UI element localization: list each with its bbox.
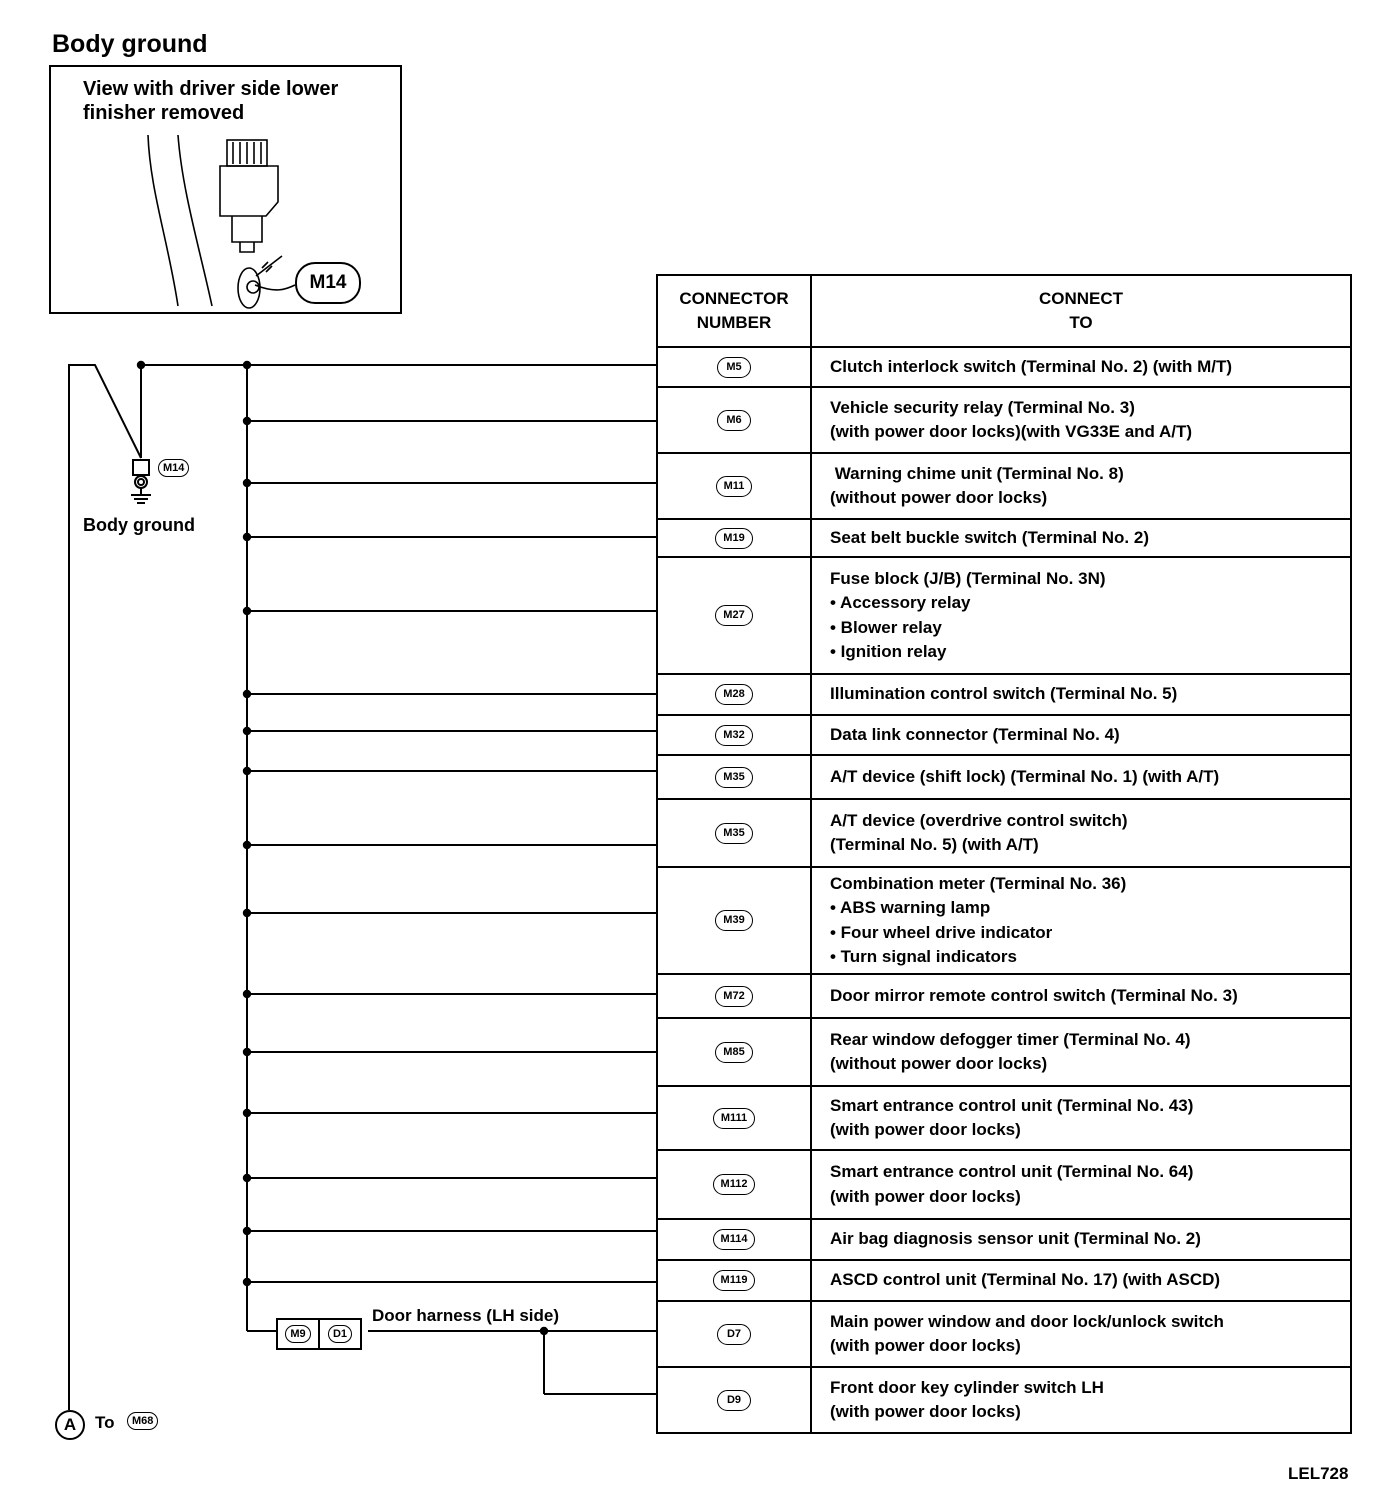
connect-to-cell (812, 1261, 1350, 1300)
junction-dot (244, 991, 250, 997)
junction-dot (138, 362, 144, 368)
connect-to-line: Smart entrance control unit (Terminal No. 43) (830, 1095, 1194, 1115)
table-row (658, 1220, 1350, 1261)
door-harness-label: Door harness (LH side) (372, 1306, 560, 1325)
connect-to-cell (812, 868, 1350, 973)
table-row (658, 1302, 1350, 1368)
connector-number-cell (658, 868, 812, 973)
connect-to-line: Door mirror remote control switch (Terminal No. 3) (830, 985, 1238, 1005)
table-row (658, 868, 1350, 975)
connector-callout: M14 (295, 262, 361, 304)
connect-to-line: Rear window defogger timer (Terminal No. 4) (830, 1029, 1191, 1049)
connect-to-line: Clutch interlock switch (Terminal No. 2) (with M/T) (830, 356, 1233, 376)
junction-dot (244, 1049, 250, 1055)
connect-to-cell (812, 1368, 1350, 1432)
connect-to-cell (812, 975, 1350, 1017)
offpage-connector-symbol: A (55, 1410, 85, 1440)
connector-badge: M111 (713, 1108, 755, 1129)
junction-dot (244, 691, 250, 697)
connector-badge: M72 (715, 986, 752, 1007)
connector-number-cell (658, 454, 812, 518)
connector-number-cell (658, 716, 812, 754)
connector-number-cell (658, 388, 812, 452)
connect-to-cell (812, 1019, 1350, 1085)
connect-to-line: (Terminal No. 5) (with A/T) (830, 835, 1039, 854)
junction-dot (244, 768, 250, 774)
connector-number-cell (658, 1261, 812, 1300)
junction-dot (244, 534, 250, 540)
connect-to-cell (812, 1302, 1350, 1366)
connect-to-cell (812, 800, 1350, 866)
location-view-frame (49, 65, 402, 314)
junction-dot (244, 480, 250, 486)
connect-to-line: (with power door locks) (830, 1120, 1021, 1139)
connector-badge: D9 (717, 1390, 751, 1411)
connector-badge: D1 (328, 1325, 352, 1343)
connector-number-cell (658, 1151, 812, 1218)
page-title: Body ground (52, 30, 208, 58)
junction-dot (244, 608, 250, 614)
ground-connector-badge: M14 (158, 459, 189, 477)
connect-to-line: Combination meter (Terminal No. 36) (830, 873, 1127, 893)
connector-number-cell (658, 1220, 812, 1259)
connect-to-line: Warning chime unit (Terminal No. 8) (830, 463, 1124, 483)
connector-badge: M119 (713, 1270, 756, 1291)
table-row (658, 975, 1350, 1019)
connect-to-line: A/T device (overdrive control switch) (830, 810, 1128, 830)
connect-to-cell (812, 348, 1350, 386)
connector-badge: M6 (717, 410, 751, 431)
connect-to-line: (with power door locks) (830, 1186, 1021, 1206)
table-row (658, 520, 1350, 558)
connect-to-line: (with power door locks)(with VG33E and A/T) (830, 422, 1193, 441)
connector-number-cell (658, 558, 812, 673)
connect-to-line: (without power door locks) (830, 488, 1048, 507)
junction-dot (244, 1228, 250, 1234)
connect-to-line: Smart entrance control unit (Terminal No. 64) (830, 1162, 1194, 1181)
connect-to-line: Seat belt buckle switch (Terminal No. 2) (830, 527, 1149, 547)
table-row (658, 1019, 1350, 1087)
connector-badge: M35 (715, 767, 752, 788)
connect-to-cell (812, 558, 1350, 673)
connector-badge: M114 (713, 1229, 756, 1250)
table-header (658, 276, 1350, 348)
connector-badge: M39 (715, 910, 752, 931)
door-harness-connector (276, 1318, 362, 1350)
table-row (658, 1087, 1350, 1151)
table-row (658, 388, 1350, 454)
connector-table (656, 274, 1352, 1434)
header-connect-to: CONNECT TO (1038, 289, 1124, 332)
table-row (658, 716, 1350, 756)
connect-to-cell (812, 454, 1350, 518)
connect-to-cell (812, 1151, 1350, 1218)
connector-badge: M35 (715, 823, 752, 844)
table-row (658, 558, 1350, 675)
connector-number-cell (658, 800, 812, 866)
connect-to-cell (812, 388, 1350, 452)
connect-to-line: Data link connector (Terminal No. 4) (830, 724, 1120, 744)
connect-to-cell (812, 675, 1350, 714)
table-row (658, 800, 1350, 868)
ground-bus (138, 362, 656, 1394)
table-row (658, 1151, 1350, 1220)
connect-to-line: Air bag diagnosis sensor unit (Terminal No. 2) (830, 1229, 1201, 1249)
junction-dot (244, 728, 250, 734)
table-body (658, 348, 1350, 1432)
connector-badge: D7 (717, 1324, 751, 1345)
connector-number-cell (658, 975, 812, 1017)
connect-to-line: (with power door locks) (830, 1402, 1021, 1421)
connector-badge: M85 (715, 1042, 752, 1063)
connect-to-line: Front door key cylinder switch LH (830, 1377, 1104, 1397)
connector-number-cell (658, 1368, 812, 1432)
junction-dot (244, 1110, 250, 1116)
connector-badge: M32 (715, 725, 752, 746)
connect-to-line: Vehicle security relay (Terminal No. 3) (830, 397, 1135, 417)
connect-to-line: • ABS warning lamp (830, 898, 991, 917)
table-row (658, 756, 1350, 800)
junction-dot (244, 362, 250, 368)
connect-to-line: Illumination control switch (Terminal No. 5) (830, 684, 1178, 704)
ground-label: Body ground (83, 515, 195, 535)
connect-to-cell (812, 520, 1350, 556)
connect-to-cell (812, 1087, 1350, 1149)
connector-badge: M5 (717, 357, 751, 378)
connect-to-line: • Blower relay (830, 617, 942, 637)
connect-to-cell (812, 716, 1350, 754)
connect-to-cell (812, 1220, 1350, 1259)
table-row (658, 454, 1350, 520)
offpage-to-label: To (95, 1413, 115, 1432)
connect-to-line: ASCD control unit (Terminal No. 17) (with ASCD) (830, 1270, 1221, 1290)
connect-to-line: • Ignition relay (830, 642, 947, 661)
connector-badge: M112 (713, 1174, 756, 1195)
connect-to-line: (without power door locks) (830, 1054, 1048, 1073)
view-caption: View with driver side lower finisher removed (83, 78, 339, 124)
connect-to-line: Main power window and door lock/unlock switch (830, 1311, 1224, 1331)
connect-to-line: • Four wheel drive indicator (830, 922, 1053, 942)
connector-number-cell (658, 348, 812, 386)
connector-badge: M19 (715, 528, 752, 549)
table-row (658, 1261, 1350, 1302)
junction-dot (244, 418, 250, 424)
connect-to-line: A/T device (shift lock) (Terminal No. 1) (with A/T) (830, 766, 1220, 786)
connector-number-cell (658, 675, 812, 714)
junction-dot (541, 1328, 547, 1334)
junction-dot (244, 1175, 250, 1181)
connect-to-line: • Accessory relay (830, 593, 971, 612)
connector-number-cell (658, 1302, 812, 1366)
figure-code: LEL728 (1288, 1464, 1349, 1483)
table-row (658, 675, 1350, 716)
connector-number-cell (658, 1087, 812, 1149)
connector-badge: M9 (285, 1325, 310, 1343)
connect-to-line: • Turn signal indicators (830, 947, 1017, 966)
junction-dot (244, 910, 250, 916)
connector-number-cell (658, 520, 812, 556)
table-row (658, 348, 1350, 388)
offpage-connector-badge: M68 (127, 1412, 158, 1430)
header-connector-number: CONNECTOR NUMBER (658, 276, 812, 346)
connector-number-cell (658, 1019, 812, 1085)
table-row (658, 1368, 1350, 1432)
junction-dot (244, 842, 250, 848)
connect-to-cell (812, 756, 1350, 798)
connector-number-cell (658, 756, 812, 798)
connect-to-line: (with power door locks) (830, 1336, 1021, 1355)
connector-badge: M27 (715, 605, 752, 626)
junction-dot (244, 1279, 250, 1285)
connector-badge: M28 (715, 684, 752, 705)
connector-badge: M11 (716, 476, 753, 497)
connect-to-line: Fuse block (J/B) (Terminal No. 3N) (830, 568, 1106, 588)
